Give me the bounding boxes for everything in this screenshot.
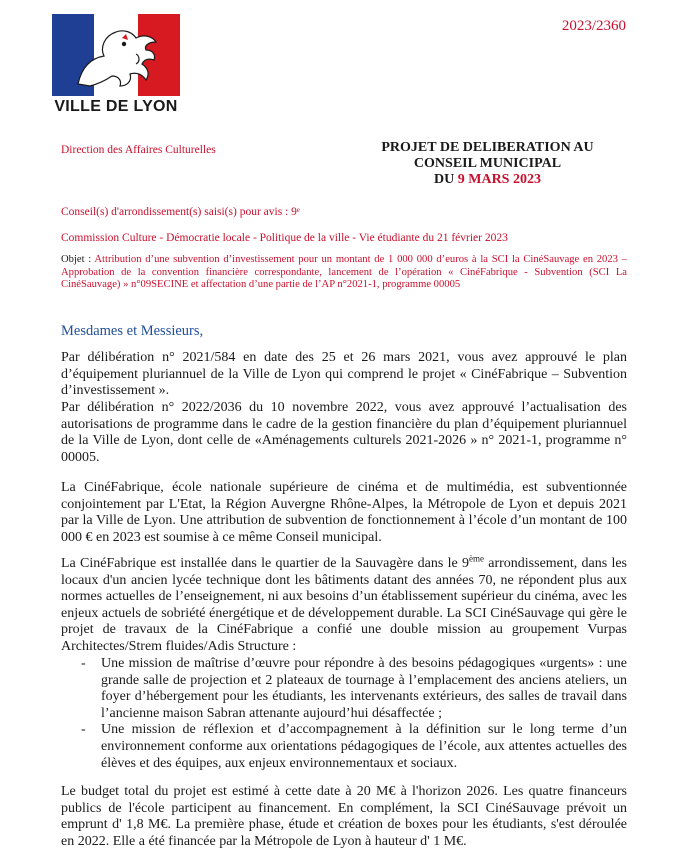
paragraph-4 (61, 553, 628, 656)
document-title (345, 140, 630, 188)
paragraph-2: Par délibération n° 2022/2036 du 10 novembre 2022, vous avez approuvé l’actualisation des autorisations de programme dans le cadre de la gestion financière du plan d’équipement pluriannuel de la Ville de Lyon, dont celle de «Aménagements culturels 2021-2026 » n° 2021-1, programme n° 00005. (61, 400, 627, 465)
list-item-text: Une mission de réflexion et d’accompagnement à la définition sur le long terme d’un environnement conforme aux orientations pédagogiques de l’école, aux attentes actuelles des élèves et des équipes, aux enjeux environnementaux et sociaux. (101, 722, 627, 771)
paragraph-4-start: La CinéFabrique est installée dans le quartier de la Sauvagère dans le 9 (61, 556, 469, 571)
mission-list (61, 656, 627, 772)
objet-paragraph (61, 254, 627, 292)
title-line-2: CONSEIL MUNICIPAL (413, 156, 562, 171)
reference-number: 2023/2360 (561, 18, 626, 34)
paragraph-3: La CinéFabrique, école nationale supérieure de cinéma et de multimédia, est subventionnée conjointement par L'Etat, la Région Auvergne Rhône-Alpes, la Métropole de Lyon et depuis 2021 par la Ville de Lyon. Une attribution de subvention de fonctionnement à l’école d’un montant de 100 000 € en 2023 est soumise à ce même Conseil municipal. (61, 480, 627, 545)
objet-label: Objet : (61, 254, 95, 265)
logo-text: VILLE DE LYON (54, 98, 178, 115)
paragraph-5: Le budget total du projet est estimé à cette date à 20 M€ à l'horizon 2026. Les quatre financeurs publics de l'école participent au financement. En complément, la SCI CinéSauvage prévoit un emprunt d' 1,8 M€. La première phase, étude et création de boxes pour les étudiants, s'est déroulée en 2022. Elle a été financée par la Métropole de Lyon à hauteur d' 1 M€. (61, 784, 627, 849)
title-line-1: PROJET DE DELIBERATION AU (381, 140, 594, 155)
list-item-text: Une mission de maîtrise d’œuvre pour répondre à des besoins pédagogiques «urgents» : une grande salle de projection et 2 plateaux de tournage à l’emplacement des anciens ateliers, un foyer d’hébergement pour les étudiants, les intervenants extérieurs, des salles de travail dans l’ancienne maison Sabran attenante aujourd’hui désaffectée ; (101, 656, 627, 721)
objet-text: Attribution d’une subvention d’investissement pour un montant de 1 000 000 d’euros à la SCI la CinéSauvage en 2023 – Approbation de la convention financière correspondante, lancement de l’opération « CinéFabrique - Subvention (SCI La CinéSauvage) » n°09SECINE et affectation d’une partie de l’AP n°2021-1, programme 00005 (61, 254, 627, 290)
title-date: 9 MARS 2023 (457, 172, 541, 187)
paragraph-4-end: arrondissement, dans les locaux d'un ancien lycée technique dont les bâtiments datant des années 70, ne répondent plus aux normes actuelles de l’enseignement, ni aux besoins d’un établissement supérieur du cinéma, avec les enjeux actuels de sobriété énergétique et de développement durable. La SCI CinéSauvage qui gère le projet de travaux de la CinéFabrique a confié une double mission au groupement Vurpas Architectes/Strem fluides/Adis Structure : (61, 556, 628, 654)
salutation: Mesdames et Messieurs, (61, 323, 204, 339)
lion-emblem-icon (52, 14, 180, 96)
bullet-dash: - (81, 656, 86, 671)
title-line-3 (345, 172, 630, 188)
paragraph-4-sup: ème (468, 553, 484, 564)
bullet-dash: - (81, 722, 86, 738)
list-item (61, 722, 627, 772)
ville-de-lyon-logo (52, 14, 180, 122)
conseils-arrondissement: Conseil(s) d'arrondissement(s) saisi(s) pour avis : 9ᵉ (61, 206, 300, 218)
direction-label: Direction des Affaires Culturelles (61, 144, 216, 156)
paragraph-1: Par délibération n° 2021/584 en date des 25 et 26 mars 2021, vous avez approuvé le plan d’équipement pluriannuel de la Ville de Lyon qui comprend le projet « CinéFabrique – Subvention d’investissement ». (61, 350, 627, 399)
title-date-prefix: DU (434, 172, 458, 187)
commission-line: Commission Culture - Démocratie locale - Politique de la ville - Vie étudiante du 21 février 2023 (61, 232, 508, 244)
list-item (61, 656, 627, 722)
